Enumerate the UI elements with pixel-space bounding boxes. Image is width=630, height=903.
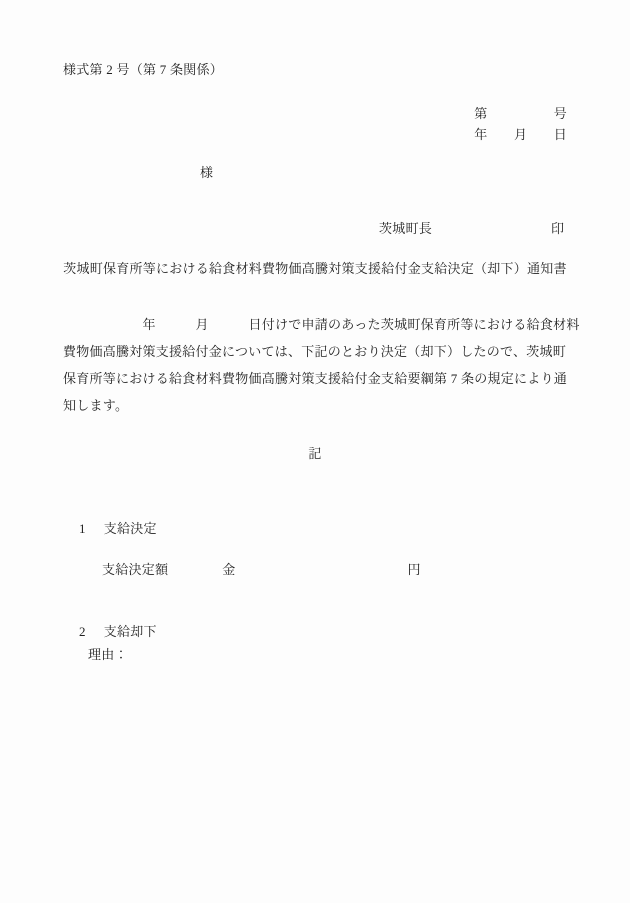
amount-suffix: 円 [407,562,421,577]
decision-amount-label: 支給決定額 [102,562,169,577]
sender-line [365,203,564,254]
item-1-number: 1 [79,521,86,536]
sender-name: 茨城町長 [379,221,433,236]
decision-amount-line [88,544,421,595]
record-marker: 記 [308,446,322,461]
doc-number-line: 第 号 [474,106,567,121]
body-line: 知します。 [63,398,129,413]
seal-mark: 印 [551,221,565,236]
rejection-reason-label: 理由： [88,647,128,662]
addressee-honorific: 様 [200,165,214,180]
form-number: 様式第 2 号（第 7 条関係） [63,62,224,77]
amount-prefix: 金 [222,562,236,577]
date-line: 年 月 日 [474,127,567,142]
item-1-label: 支給決定 [103,521,157,536]
document-title: 茨城町保育所等における給食材料費物価高騰対策支援給付金支給決定（却下）通知書 [63,261,567,276]
body-line: 費物価高騰対策支援給付金については、下記のとおり決定（却下）したので、茨城町 [63,344,566,359]
body-line: 年 月 日付けで申請のあった茨城町保育所等における給食材料 [63,317,580,332]
body-line: 保育所等における給食材料費物価高騰対策支援給付金支給要綱第 7 条の規定により通 [63,371,568,386]
item-2-label: 支給却下 [103,624,157,639]
item-2-number: 2 [79,624,86,639]
